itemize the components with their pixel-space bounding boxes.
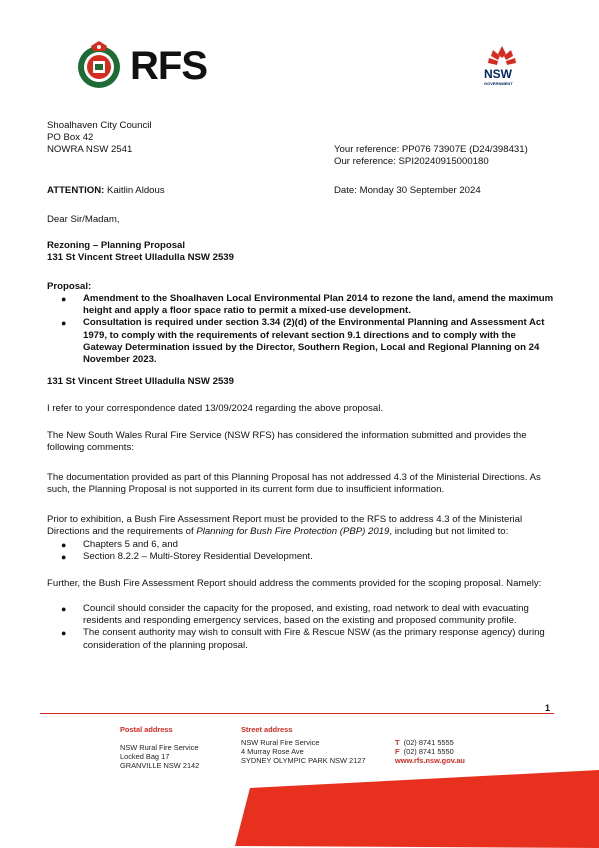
- postal-line: GRANVILLE NSW 2142: [120, 761, 200, 770]
- paragraph-requirements: Prior to exhibition, a Bush Fire Assessment Report must be provided to the RFS to address 4.3 of the Ministerial Directions and the requirements of Planning for Bush Fire Protection (PBP) 2019, including but not limited to:: [47, 514, 523, 538]
- proposal-heading: Proposal:: [47, 281, 92, 292]
- requirement-item: ● Section 8.2.2 – Multi-Storey Residential Development.: [61, 551, 313, 563]
- requirement-item: ● Chapters 5 and 6, and: [61, 539, 178, 550]
- rfs-crest-icon: [74, 40, 124, 90]
- paragraph-correspondence: I refer to your correspondence dated 13/09/2024 regarding the above proposal.: [47, 403, 384, 414]
- fax-label: F: [395, 747, 400, 756]
- proposal-item: ● Amendment to the Shoalhaven Local Environmental Plan 2014 to rezone the land, amend the maximum height and apply a floor space ratio to permit a mixed-use development.: [61, 293, 554, 317]
- footer-swoosh-graphic: [0, 758, 599, 848]
- recipient-po-box: PO Box 42: [47, 132, 94, 143]
- postal-line: Locked Bag 17: [120, 752, 170, 761]
- subject-title: Rezoning – Planning Proposal: [47, 240, 186, 251]
- letter-date: Date: Monday 30 September 2024: [334, 185, 481, 196]
- paragraph-not-supported: The documentation provided as part of this Planning Proposal has not addressed 4.3 of the Ministerial Directions. As such, the Planning Proposal is not supported in its current form due to insufficient information.: [47, 472, 541, 496]
- phone-number: (02) 8741 5555: [403, 738, 454, 747]
- bullet-icon: ●: [61, 552, 67, 563]
- street-line: 4 Murray Rose Ave: [241, 747, 304, 756]
- nsw-government-label: GOVERNMENT: [484, 81, 513, 86]
- phone-line: [395, 738, 454, 747]
- salutation: Dear Sir/Madam,: [47, 214, 120, 225]
- scoping-item: ● The consent authority may wish to consult with Fire & Rescue NSW (as the primary response agency) during consideration of the planning proposal.: [61, 627, 545, 651]
- phone-label: T: [395, 738, 400, 747]
- our-reference: Our reference: SPI20240915000180: [334, 156, 489, 167]
- nsw-wordmark: NSW: [484, 67, 512, 81]
- recipient-town: NOWRA NSW 2541: [47, 144, 133, 155]
- website-link[interactable]: www.rfs.nsw.gov.au: [395, 756, 465, 765]
- postal-address-heading: Postal address: [120, 725, 173, 734]
- fax-line: [395, 747, 454, 756]
- page-number: 1: [545, 703, 551, 713]
- bullet-icon: ●: [61, 540, 67, 550]
- fax-number: (02) 8741 5550: [403, 747, 454, 756]
- footer-divider: [40, 713, 554, 714]
- requirements-list: [47, 539, 557, 563]
- rfs-logo: [74, 40, 234, 90]
- rfs-wordmark: RFS: [130, 44, 207, 88]
- attention-line: [47, 185, 165, 197]
- postal-line: NSW Rural Fire Service: [120, 743, 199, 752]
- attention-name: Kaitlin Aldous: [104, 185, 165, 196]
- scoping-list: [47, 603, 557, 652]
- bullet-icon: ●: [61, 294, 67, 304]
- attention-label: ATTENTION:: [47, 185, 105, 196]
- proposal-list: [47, 293, 557, 366]
- street-line: SYDNEY OLYMPIC PARK NSW 2127: [241, 756, 366, 765]
- recipient-name: Shoalhaven City Council: [47, 120, 152, 131]
- bullet-icon: ●: [61, 604, 67, 614]
- nsw-government-logo: [480, 46, 528, 92]
- street-line: NSW Rural Fire Service: [241, 738, 320, 747]
- pbp-title: Planning for Bush Fire Protection (PBP) 2019: [196, 526, 390, 538]
- subject-address: 131 St Vincent Street Ulladulla NSW 2539: [47, 252, 234, 263]
- bullet-icon: ●: [61, 318, 67, 329]
- paragraph-scoping: Further, the Bush Fire Assessment Report should address the comments provided for the scoping proposal. Namely:: [47, 578, 542, 589]
- waratah-icon: [487, 46, 517, 68]
- scoping-item: ● Council should consider the capacity for the proposed, and existing, road network to deal with evacuating residents and responding emergency services, based on the existing and proposed community profile.: [61, 603, 529, 627]
- your-reference: Your reference: PP076 73907E (D24/398431): [334, 144, 528, 155]
- street-address-heading: Street address: [241, 725, 293, 734]
- proposal-item: ● Consultation is required under section 3.34 (2)(d) of the Environmental Planning and Assessment Act 1979, to comply with the requirements of relevant section 9.1 directions and to comply with the Gateway Determination issued by the Director, Southern Region, Local and Regional Planning on 24 November 2023.: [61, 317, 545, 366]
- bullet-icon: ●: [61, 628, 67, 639]
- paragraph-consideration: The New South Wales Rural Fire Service (NSW RFS) has considered the information submitted and provides the following comments:: [47, 430, 527, 454]
- proposal-address: 131 St Vincent Street Ulladulla NSW 2539: [47, 376, 234, 387]
